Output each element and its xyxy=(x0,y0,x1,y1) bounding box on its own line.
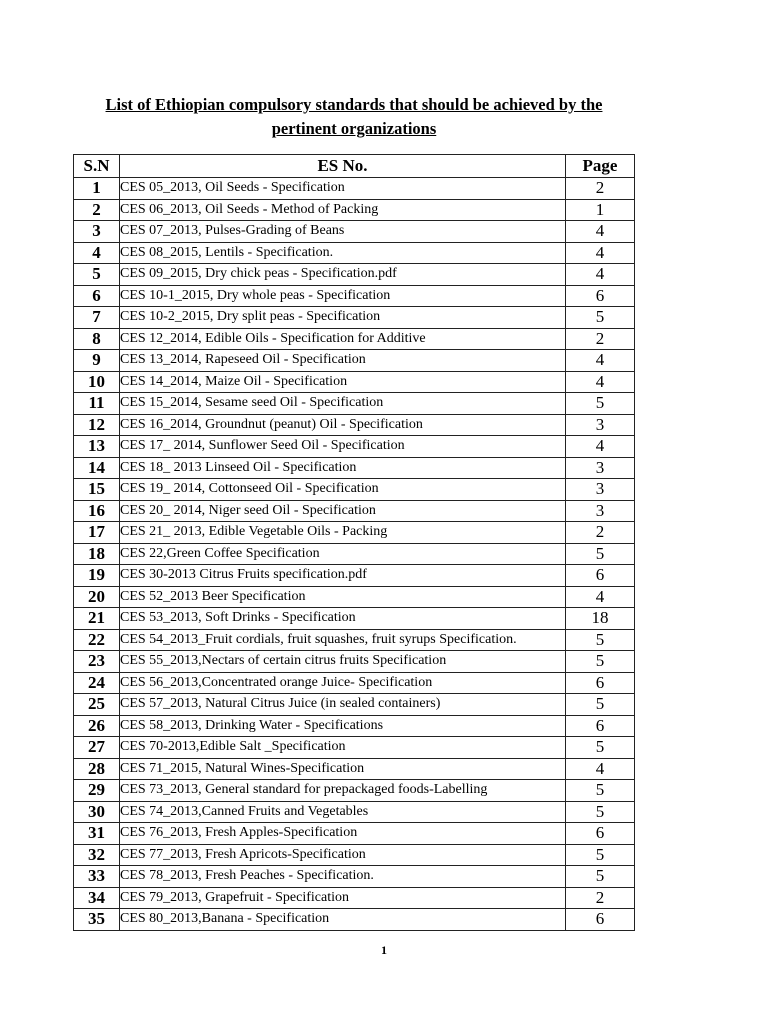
cell-sn: 5 xyxy=(74,264,120,286)
cell-sn: 2 xyxy=(74,199,120,221)
cell-sn: 4 xyxy=(74,242,120,264)
cell-sn: 8 xyxy=(74,328,120,350)
table-row xyxy=(74,285,635,307)
table-row xyxy=(74,565,635,587)
cell-sn: 34 xyxy=(74,887,120,909)
cell-es-no: CES 10-1_2015, Dry whole peas - Specification xyxy=(120,285,566,307)
table-row xyxy=(74,651,635,673)
cell-sn: 21 xyxy=(74,608,120,630)
table-row xyxy=(74,307,635,329)
table-row xyxy=(74,522,635,544)
cell-page: 5 xyxy=(566,801,635,823)
cell-es-no: CES 08_2015, Lentils - Specification. xyxy=(120,242,566,264)
cell-es-no: CES 54_2013_Fruit cordials, fruit squashes, fruit syrups Specification. xyxy=(120,629,566,651)
table-row xyxy=(74,737,635,759)
table-row xyxy=(74,887,635,909)
cell-es-no: CES 73_2013, General standard for prepackaged foods-Labelling xyxy=(120,780,566,802)
cell-es-no: CES 05_2013, Oil Seeds - Specification xyxy=(120,178,566,200)
table-row xyxy=(74,199,635,221)
column-header-es-no: ES No. xyxy=(120,155,566,178)
cell-sn: 35 xyxy=(74,909,120,931)
cell-es-no: CES 14_2014, Maize Oil - Specification xyxy=(120,371,566,393)
cell-es-no: CES 15_2014, Sesame seed Oil - Specification xyxy=(120,393,566,415)
cell-es-no: CES 80_2013,Banana - Specification xyxy=(120,909,566,931)
table-row xyxy=(74,608,635,630)
cell-sn: 16 xyxy=(74,500,120,522)
table-row xyxy=(74,780,635,802)
cell-page: 3 xyxy=(566,479,635,501)
column-header-page: Page xyxy=(566,155,635,178)
cell-es-no: CES 30-2013 Citrus Fruits specification.pdf xyxy=(120,565,566,587)
table-row xyxy=(74,672,635,694)
cell-es-no: CES 13_2014, Rapeseed Oil - Specification xyxy=(120,350,566,372)
table-row xyxy=(74,457,635,479)
table-row xyxy=(74,500,635,522)
cell-es-no: CES 56_2013,Concentrated orange Juice- Specification xyxy=(120,672,566,694)
table-row xyxy=(74,371,635,393)
cell-page: 4 xyxy=(566,758,635,780)
cell-page: 4 xyxy=(566,586,635,608)
cell-page: 4 xyxy=(566,221,635,243)
cell-page: 18 xyxy=(566,608,635,630)
cell-sn: 25 xyxy=(74,694,120,716)
table-row xyxy=(74,844,635,866)
document-title-line-1: List of Ethiopian compulsory standards that should be achieved by the xyxy=(105,95,603,114)
cell-sn: 32 xyxy=(74,844,120,866)
cell-page: 3 xyxy=(566,414,635,436)
table-row xyxy=(74,328,635,350)
cell-es-no: CES 21_ 2013, Edible Vegetable Oils - Packing xyxy=(120,522,566,544)
cell-sn: 31 xyxy=(74,823,120,845)
table-row xyxy=(74,758,635,780)
cell-sn: 6 xyxy=(74,285,120,307)
table-row xyxy=(74,479,635,501)
cell-sn: 10 xyxy=(74,371,120,393)
cell-page: 2 xyxy=(566,887,635,909)
cell-page: 1 xyxy=(566,199,635,221)
table-row xyxy=(74,264,635,286)
cell-page: 5 xyxy=(566,844,635,866)
table-row xyxy=(74,350,635,372)
table-row xyxy=(74,436,635,458)
cell-es-no: CES 55_2013,Nectars of certain citrus fruits Specification xyxy=(120,651,566,673)
cell-sn: 19 xyxy=(74,565,120,587)
table-row xyxy=(74,909,635,931)
cell-page: 3 xyxy=(566,500,635,522)
table-row xyxy=(74,629,635,651)
cell-sn: 26 xyxy=(74,715,120,737)
cell-sn: 1 xyxy=(74,178,120,200)
cell-page: 6 xyxy=(566,823,635,845)
cell-sn: 9 xyxy=(74,350,120,372)
cell-page: 6 xyxy=(566,715,635,737)
cell-page: 5 xyxy=(566,694,635,716)
cell-sn: 27 xyxy=(74,737,120,759)
cell-es-no: CES 07_2013, Pulses-Grading of Beans xyxy=(120,221,566,243)
cell-page: 6 xyxy=(566,909,635,931)
cell-es-no: CES 70-2013,Edible Salt _Specification xyxy=(120,737,566,759)
cell-page: 5 xyxy=(566,866,635,888)
cell-es-no: CES 09_2015, Dry chick peas - Specification.pdf xyxy=(120,264,566,286)
cell-sn: 18 xyxy=(74,543,120,565)
cell-sn: 7 xyxy=(74,307,120,329)
cell-es-no: CES 78_2013, Fresh Peaches - Specification. xyxy=(120,866,566,888)
document-title-line-2: pertinent organizations xyxy=(271,119,437,138)
cell-sn: 33 xyxy=(74,866,120,888)
table-row xyxy=(74,801,635,823)
cell-es-no: CES 76_2013, Fresh Apples-Specification xyxy=(120,823,566,845)
table-row xyxy=(74,866,635,888)
cell-page: 4 xyxy=(566,242,635,264)
table-row xyxy=(74,694,635,716)
cell-page: 2 xyxy=(566,522,635,544)
cell-sn: 20 xyxy=(74,586,120,608)
cell-page: 6 xyxy=(566,672,635,694)
cell-es-no: CES 53_2013, Soft Drinks - Specification xyxy=(120,608,566,630)
table-row xyxy=(74,586,635,608)
cell-page: 5 xyxy=(566,651,635,673)
cell-page: 4 xyxy=(566,371,635,393)
cell-es-no: CES 18_ 2013 Linseed Oil - Specification xyxy=(120,457,566,479)
cell-page: 5 xyxy=(566,629,635,651)
cell-sn: 30 xyxy=(74,801,120,823)
cell-es-no: CES 58_2013, Drinking Water - Specifications xyxy=(120,715,566,737)
cell-es-no: CES 71_2015, Natural Wines-Specification xyxy=(120,758,566,780)
cell-sn: 28 xyxy=(74,758,120,780)
page-number: 1 xyxy=(381,943,387,957)
cell-sn: 14 xyxy=(74,457,120,479)
cell-page: 4 xyxy=(566,264,635,286)
cell-es-no: CES 10-2_2015, Dry split peas - Specification xyxy=(120,307,566,329)
cell-sn: 29 xyxy=(74,780,120,802)
table-row xyxy=(74,823,635,845)
cell-page: 6 xyxy=(566,565,635,587)
cell-sn: 23 xyxy=(74,651,120,673)
cell-page: 4 xyxy=(566,350,635,372)
cell-es-no: CES 16_2014, Groundnut (peanut) Oil - Specification xyxy=(120,414,566,436)
cell-es-no: CES 17_ 2014, Sunflower Seed Oil - Specification xyxy=(120,436,566,458)
table-row xyxy=(74,242,635,264)
table-row xyxy=(74,393,635,415)
cell-es-no: CES 57_2013, Natural Citrus Juice (in sealed containers) xyxy=(120,694,566,716)
cell-page: 2 xyxy=(566,178,635,200)
cell-sn: 13 xyxy=(74,436,120,458)
cell-es-no: CES 79_2013, Grapefruit - Specification xyxy=(120,887,566,909)
cell-es-no: CES 12_2014, Edible Oils - Specification for Additive xyxy=(120,328,566,350)
table-header-row xyxy=(74,155,635,178)
cell-page: 5 xyxy=(566,780,635,802)
cell-es-no: CES 74_2013,Canned Fruits and Vegetables xyxy=(120,801,566,823)
cell-es-no: CES 06_2013, Oil Seeds - Method of Packing xyxy=(120,199,566,221)
cell-page: 6 xyxy=(566,285,635,307)
cell-sn: 12 xyxy=(74,414,120,436)
cell-page: 2 xyxy=(566,328,635,350)
cell-page: 5 xyxy=(566,543,635,565)
table-row xyxy=(74,414,635,436)
cell-page: 5 xyxy=(566,307,635,329)
table-body xyxy=(74,178,635,931)
table-row xyxy=(74,178,635,200)
table-row xyxy=(74,715,635,737)
cell-page: 5 xyxy=(566,737,635,759)
cell-sn: 17 xyxy=(74,522,120,544)
cell-es-no: CES 52_2013 Beer Specification xyxy=(120,586,566,608)
cell-sn: 11 xyxy=(74,393,120,415)
table-row xyxy=(74,543,635,565)
column-header-sn: S.N xyxy=(74,155,120,178)
cell-page: 3 xyxy=(566,457,635,479)
cell-page: 4 xyxy=(566,436,635,458)
table-row xyxy=(74,221,635,243)
standards-table xyxy=(73,154,635,931)
document-title xyxy=(74,93,634,141)
cell-es-no: CES 20_ 2014, Niger seed Oil - Specification xyxy=(120,500,566,522)
cell-sn: 3 xyxy=(74,221,120,243)
cell-es-no: CES 22,Green Coffee Specification xyxy=(120,543,566,565)
cell-sn: 15 xyxy=(74,479,120,501)
cell-sn: 22 xyxy=(74,629,120,651)
cell-page: 5 xyxy=(566,393,635,415)
cell-sn: 24 xyxy=(74,672,120,694)
cell-es-no: CES 77_2013, Fresh Apricots-Specification xyxy=(120,844,566,866)
cell-es-no: CES 19_ 2014, Cottonseed Oil - Specification xyxy=(120,479,566,501)
